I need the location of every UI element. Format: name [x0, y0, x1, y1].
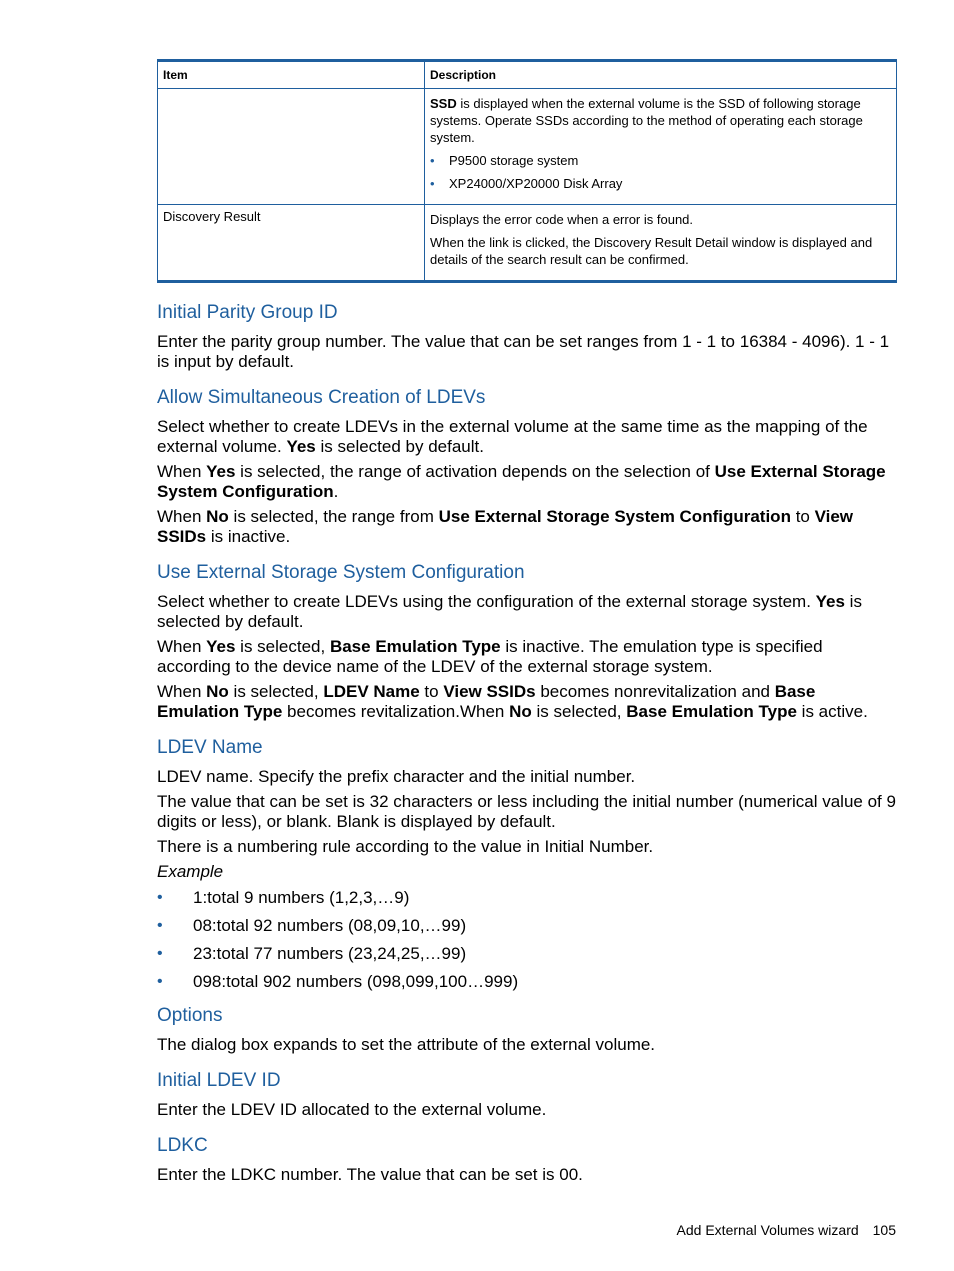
bold-term: Yes	[206, 462, 236, 481]
table-row	[158, 205, 897, 282]
section-heading: Allow Simultaneous Creation of LDEVs	[157, 387, 486, 408]
section-heading: Initial Parity Group ID	[157, 302, 338, 323]
text-span: is selected,	[531, 702, 627, 721]
bold-term: Base Emulation Type	[329, 637, 501, 656]
text-span: is inactive.	[206, 527, 291, 546]
section-heading: Options	[157, 1005, 223, 1026]
column-header-item: Item	[158, 61, 425, 89]
section-heading: Use External Storage System Configuration	[157, 562, 525, 583]
bold-term: Yes	[206, 637, 236, 656]
paragraph	[157, 462, 897, 502]
section-allow-simultaneous-creation	[157, 386, 897, 547]
bold-term: Yes	[286, 437, 316, 456]
table-cell-item	[158, 89, 425, 205]
text-span: to	[790, 507, 815, 526]
paragraph: LDEV name. Specify the prefix character and the initial number.	[157, 767, 636, 786]
text-span: to	[419, 682, 444, 701]
page-content	[157, 59, 897, 1190]
bold-term: View SSIDs	[443, 682, 536, 701]
text-span: When	[157, 637, 207, 656]
bold-term: Base Emulation Type	[157, 682, 816, 721]
cell-text: is displayed when the external volume is the SSD of following storage systems. Operate SSDs according to the method of operating each storage system.	[430, 96, 863, 145]
section-ldev-name	[157, 736, 897, 992]
cell-paragraph: When the link is clicked, the Discovery Result Detail window is displayed and details of the search result can be confirmed.	[430, 235, 873, 267]
text-span: When	[157, 682, 207, 701]
list-item: • 098:total 902 numbers (098,099,100…999)	[157, 972, 897, 992]
page-number: 105	[872, 1222, 896, 1238]
text-span: When	[157, 462, 207, 481]
bold-term: No	[206, 507, 229, 526]
text-span: is selected, the range of activation depends on the selection of	[235, 462, 715, 481]
example-label: Example	[157, 862, 224, 881]
section-initial-ldev-id	[157, 1069, 897, 1120]
paragraph	[157, 417, 897, 457]
text-span: is selected,	[228, 682, 324, 701]
paragraph: The value that can be set is 32 characters or less including the initial number (numerical value of 9 digits or less), or blank. Blank is displayed by default.	[157, 792, 896, 831]
cell-paragraph	[430, 95, 891, 146]
section-ldkc	[157, 1134, 897, 1185]
text-span: .	[333, 482, 339, 501]
bold-term: Use External Storage System Configuration	[157, 462, 886, 501]
paragraph: Enter the LDKC number. The value that can be set is 00.	[157, 1165, 583, 1184]
section-heading: Initial LDEV ID	[157, 1070, 281, 1091]
table-cell-description	[425, 89, 897, 205]
bold-term: SSD	[430, 96, 457, 111]
cell-bullet-list	[430, 152, 891, 192]
bold-term: View SSIDs	[157, 507, 854, 546]
paragraph: Enter the LDEV ID allocated to the external volume.	[157, 1100, 547, 1119]
section-use-external-storage-config	[157, 561, 897, 722]
bold-term: Yes	[815, 592, 845, 611]
text-span: When	[157, 507, 207, 526]
section-options	[157, 1004, 897, 1055]
page-footer	[663, 1222, 896, 1238]
footer-title: Add External Volumes wizard	[676, 1222, 859, 1238]
section-initial-parity-group-id	[157, 301, 897, 372]
paragraph	[157, 507, 897, 547]
section-heading: LDEV Name	[157, 737, 263, 758]
table-cell-item: Discovery Result	[158, 205, 425, 282]
text-span: is active.	[796, 702, 868, 721]
paragraph	[157, 637, 897, 677]
cell-paragraph: Displays the error code when a error is found.	[430, 212, 694, 227]
bold-term: Use External Storage System Configuration	[438, 507, 791, 526]
description-table	[157, 59, 897, 283]
bold-term: No	[206, 682, 229, 701]
list-item: • P9500 storage system	[430, 152, 891, 169]
list-item: • 23:total 77 numbers (23,24,25,…99)	[157, 944, 897, 964]
text-span: becomes nonrevitalization and	[535, 682, 775, 701]
paragraph	[157, 682, 897, 722]
text-span: is selected by default.	[315, 437, 484, 456]
numbering-examples-list	[157, 888, 897, 992]
text-span: Select whether to create LDEVs using the configuration of the external storage system.	[157, 592, 816, 611]
list-item: • 1:total 9 numbers (1,2,3,…9)	[157, 888, 897, 908]
table-row	[158, 89, 897, 205]
text-span: Select whether to create LDEVs in the external volume at the same time as the mapping of the external volume.	[157, 417, 868, 456]
text-span: becomes revitalization.When	[282, 702, 510, 721]
paragraph: Enter the parity group number. The value that can be set ranges from 1 - 1 to 16384 - 4096). 1 - 1 is input by default.	[157, 332, 890, 371]
section-heading: LDKC	[157, 1135, 208, 1156]
text-span: is selected, the range from	[228, 507, 439, 526]
list-item: • 08:total 92 numbers (08,09,10,…99)	[157, 916, 897, 936]
table-header-row	[158, 61, 897, 89]
text-span: is selected,	[235, 637, 330, 656]
bold-term: Base Emulation Type	[626, 702, 797, 721]
column-header-description: Description	[425, 61, 897, 89]
list-item: • XP24000/XP20000 Disk Array	[430, 175, 891, 192]
bold-term: No	[509, 702, 532, 721]
table-cell-description	[425, 205, 897, 282]
text-span: is selected by default.	[157, 592, 862, 631]
paragraph	[157, 592, 897, 632]
paragraph: The dialog box expands to set the attribute of the external volume.	[157, 1035, 656, 1054]
paragraph: There is a numbering rule according to the value in Initial Number.	[157, 837, 654, 856]
text-span: is inactive. The emulation type is specified according to the device name of the LDEV of the external storage system.	[157, 637, 823, 676]
bold-term: LDEV Name	[323, 682, 420, 701]
